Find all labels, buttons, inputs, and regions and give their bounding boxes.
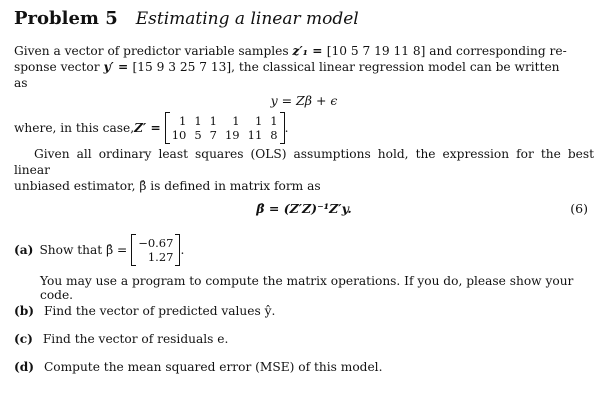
intro-line1-a: Given a vector of predictor variable samples	[14, 44, 293, 58]
ols-paragraph	[14, 146, 594, 194]
matrix-cell: 1	[270, 113, 278, 128]
matrix-cell: 1	[194, 113, 202, 128]
beta-hat-vector	[131, 234, 180, 266]
model-equation: y = Zβ + ϵ	[270, 93, 338, 108]
estimator-equation-row	[14, 198, 594, 220]
intro-line2-b: , the classical linear regression model can be written	[231, 60, 560, 74]
problem-header	[14, 8, 594, 29]
y-symbol: y′ =	[103, 60, 133, 74]
part-a-label: (a)	[14, 243, 34, 257]
part-d-text: Compute the mean squared error (MSE) of this model.	[43, 360, 383, 374]
part-b-text: Find the vector of predicted values ŷ.	[43, 304, 276, 318]
vector-cell: 1.27	[147, 249, 174, 264]
ols-line1: Given all ordinary least squares (OLS) assumptions hold, the expression for the best linear	[14, 147, 594, 177]
problem-number: Problem 5	[14, 8, 118, 29]
matrix-cell: 11	[247, 127, 263, 142]
z-transpose-symbol: Z′ =	[134, 121, 161, 135]
part-b	[14, 304, 594, 322]
part-a-suffix: .	[180, 243, 185, 257]
matrix-cell: 8	[270, 127, 278, 142]
part-a-text: Show that β̂ =	[39, 243, 128, 257]
program-note: You may use a program to compute the matrix operations. If you do, please show your code.	[40, 274, 574, 302]
part-b-label: (b)	[14, 304, 35, 318]
matrix-body	[170, 115, 280, 142]
z1-symbol: z′₁ =	[292, 44, 327, 58]
estimator-equation: β̂ = (Z′Z)⁻¹Z′y.	[256, 201, 352, 216]
matrix-cell: 1	[179, 113, 187, 128]
intro-line2-a: sponse vector	[14, 60, 104, 74]
part-c-label: (c)	[14, 332, 33, 346]
part-d	[14, 360, 594, 378]
vector-body	[136, 237, 175, 264]
ols-line2: unbiased estimator, β̂ is defined in matrix form as	[14, 179, 321, 193]
part-d-label: (d)	[14, 360, 35, 374]
part-c-text: Find the vector of residuals e.	[42, 332, 229, 346]
intro-paragraph	[14, 43, 594, 91]
intro-line3: as	[14, 76, 28, 90]
matrix-cell: 5	[194, 127, 202, 142]
y-values: [15 9 3 25 7 13]	[132, 60, 232, 74]
matrix-cell: 1	[254, 113, 263, 128]
intro-line1-b: and corresponding re-	[425, 44, 567, 58]
matrix-cell: 19	[224, 127, 240, 142]
vector-cell: −0.67	[138, 235, 174, 250]
equation-number: (6)	[570, 201, 588, 216]
where-suffix: .	[284, 121, 289, 135]
where-prefix: where, in this case,	[14, 121, 135, 135]
z-transpose-matrix	[165, 112, 285, 144]
part-a	[14, 230, 594, 270]
problem-title: Estimating a linear model	[135, 9, 359, 29]
matrix-cell: 10	[171, 127, 187, 142]
z1-values: [10 5 7 19 11 8]	[326, 44, 426, 58]
matrix-cell: 1	[232, 113, 240, 128]
where-line	[14, 110, 594, 146]
part-c	[14, 332, 594, 350]
matrix-cell: 1	[209, 113, 217, 128]
matrix-cell: 7	[209, 127, 217, 142]
